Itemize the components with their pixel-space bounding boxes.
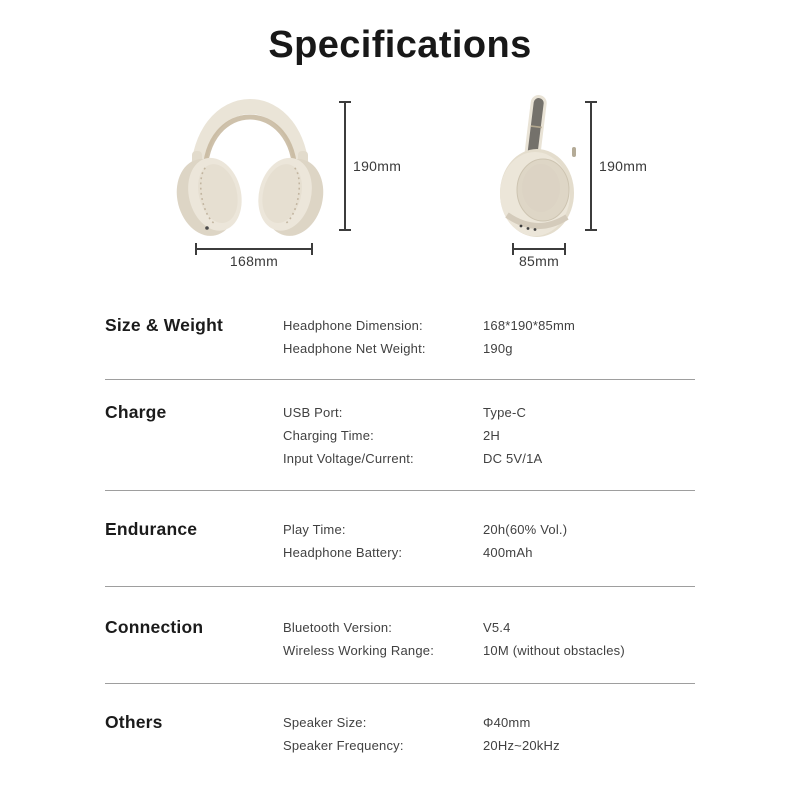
spec-value: 10M (without obstacles) (483, 643, 625, 658)
spec-section-charge (105, 380, 695, 491)
side-height-label: 190mm (599, 158, 648, 174)
table-row (283, 734, 695, 757)
section-rows (283, 711, 695, 757)
table-row (283, 711, 695, 734)
spec-value: 168*190*85mm (483, 318, 576, 333)
spec-value: 2H (483, 428, 501, 443)
spec-value: 190g (483, 341, 513, 356)
ear-cup-right (250, 151, 331, 240)
spec-label: Play Time: (283, 522, 346, 537)
side-button (572, 147, 576, 157)
spec-value: V5.4 (483, 620, 511, 635)
spec-label: Wireless Working Range: (283, 643, 435, 658)
headphones-side-illustration (497, 95, 587, 240)
spec-label: Charging Time: (283, 428, 374, 443)
measure-cap (564, 243, 566, 255)
spec-section-size-weight (105, 300, 695, 380)
spec-label: Speaker Size: (283, 715, 367, 730)
measure-cap (512, 243, 514, 255)
section-title: Endurance (105, 519, 198, 539)
spec-label: Headphone Battery: (283, 545, 403, 560)
table-row (283, 541, 695, 564)
section-title: Charge (105, 402, 167, 422)
section-title: Connection (105, 617, 204, 637)
spec-table (105, 300, 695, 777)
power-button-dot (205, 226, 209, 230)
spec-section-others (105, 684, 695, 777)
spec-label: USB Port: (283, 405, 343, 420)
spec-label: Headphone Dimension: (283, 318, 423, 333)
table-row (283, 337, 695, 360)
table-row (283, 424, 695, 447)
section-rows (283, 518, 695, 564)
front-height-label: 190mm (353, 158, 402, 174)
table-row (283, 447, 695, 470)
spec-value: DC 5V/1A (483, 451, 543, 466)
table-row (283, 616, 695, 639)
page-title: Specifications (268, 24, 532, 66)
spec-value: 20h(60% Vol.) (483, 522, 568, 537)
section-title: Size & Weight (105, 315, 223, 335)
port-dot (520, 225, 523, 228)
spec-value: 20Hz~20kHz (483, 738, 560, 753)
spec-label: Bluetooth Version: (283, 620, 393, 635)
front-height-measure (344, 101, 402, 231)
spec-section-endurance (105, 491, 695, 587)
table-row (283, 518, 695, 541)
table-row (283, 401, 695, 424)
ear-cup-left (169, 151, 250, 240)
port-dot (534, 228, 537, 231)
measure-cap (585, 101, 597, 103)
measure-cap (339, 101, 351, 103)
table-row (283, 314, 695, 337)
section-rows (283, 314, 695, 360)
side-depth-label: 85mm (518, 253, 560, 269)
spec-label: Speaker Frequency: (283, 738, 404, 753)
port-dot (527, 227, 530, 230)
front-width-measure (195, 248, 313, 269)
measure-cap (311, 243, 313, 255)
side-depth-measure (512, 248, 566, 269)
section-rows (283, 616, 695, 662)
spec-label: Input Voltage/Current: (283, 451, 414, 466)
measure-cap (585, 229, 597, 231)
spec-value: Φ40mm (483, 715, 531, 730)
section-rows (283, 401, 695, 470)
side-height-measure (590, 101, 648, 231)
headphones-front-illustration (160, 95, 340, 240)
measure-cap (339, 229, 351, 231)
spec-value: 400mAh (483, 545, 533, 560)
spec-value: Type-C (483, 405, 527, 420)
front-width-label: 168mm (229, 253, 279, 269)
spec-section-connection (105, 587, 695, 684)
spec-label: Headphone Net Weight: (283, 341, 426, 356)
plate-shading (522, 164, 560, 212)
measure-cap (195, 243, 197, 255)
section-title: Others (105, 712, 163, 732)
table-row (283, 639, 695, 662)
